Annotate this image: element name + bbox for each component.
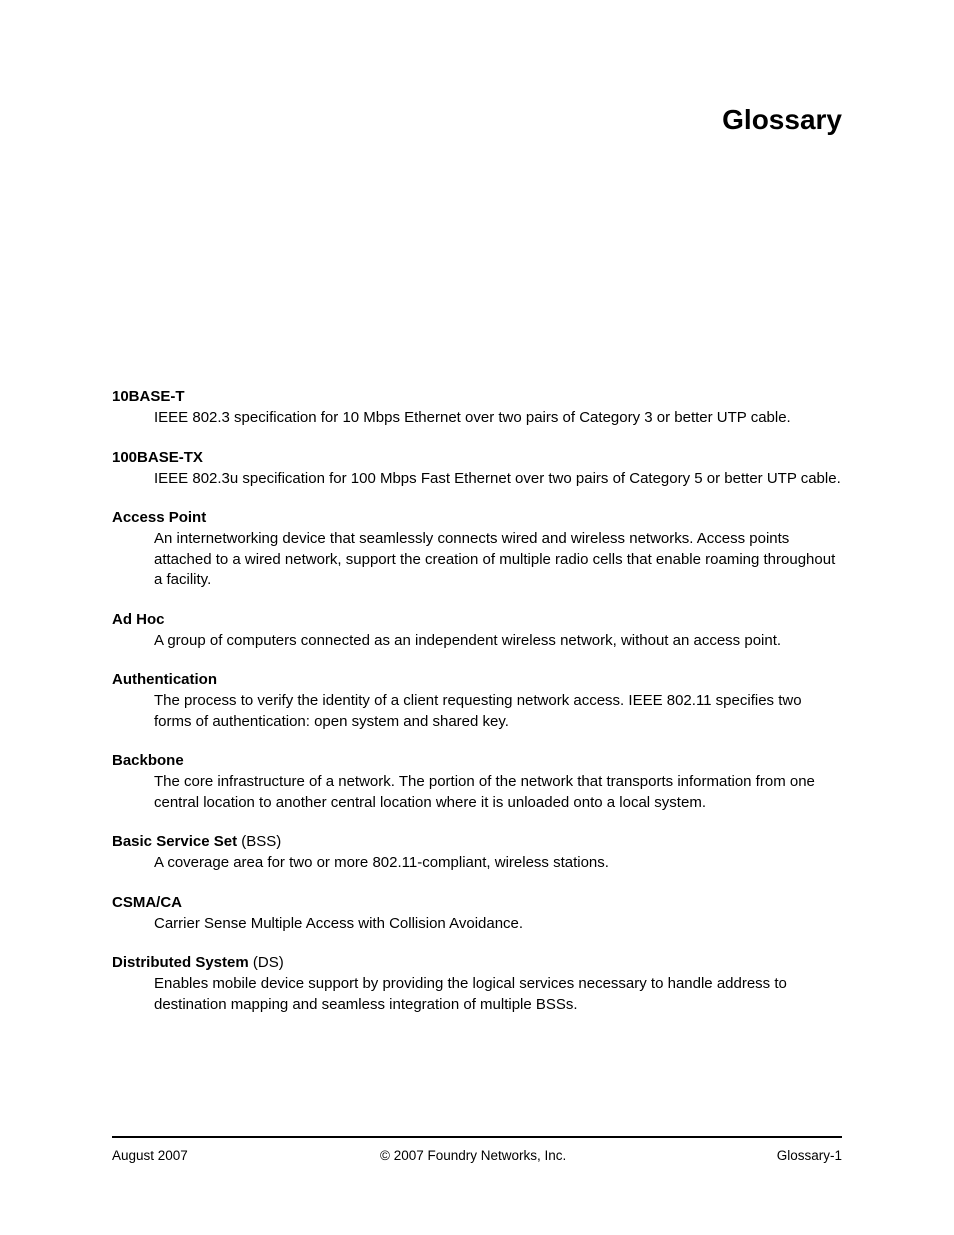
term-name: Authentication bbox=[112, 671, 217, 688]
term-name: CSMA/CA bbox=[112, 893, 182, 911]
term-definition: Carrier Sense Multiple Access with Collision Avoidance. bbox=[154, 914, 524, 932]
term-definition: IEEE 802.3 specification for 10 Mbps Ethernet over two pairs of Category 3 or better UTP cable. bbox=[154, 409, 791, 426]
glossary-entry bbox=[112, 669, 842, 732]
footer-copyright: © 2007 Foundry Networks, Inc. bbox=[380, 1148, 567, 1163]
term-name: Backbone bbox=[112, 752, 184, 769]
term-abbreviation: (DS) bbox=[252, 954, 284, 971]
glossary-entry bbox=[112, 609, 842, 652]
glossary-term bbox=[112, 892, 842, 914]
glossary-entry bbox=[112, 447, 842, 490]
glossary-term bbox=[112, 831, 842, 853]
term-name: Access Point bbox=[112, 509, 207, 526]
term-name: 100BASE-TX bbox=[112, 448, 203, 466]
term-definition: The process to verify the identity of a client requesting network access. IEEE 802.11 specifies two forms of authentication: open system and shared key. bbox=[154, 692, 802, 730]
term-name: 10BASE-T bbox=[112, 388, 185, 405]
glossary-term bbox=[112, 386, 842, 408]
glossary-entry bbox=[112, 507, 842, 591]
glossary-term bbox=[112, 750, 842, 772]
term-definition: IEEE 802.3u specification for 100 Mbps Fast Ethernet over two pairs of Category 5 or better UTP cable. bbox=[154, 469, 841, 487]
glossary-entry bbox=[112, 831, 842, 874]
glossary-term bbox=[112, 609, 842, 631]
glossary-term bbox=[112, 669, 842, 691]
page-title: Glossary bbox=[722, 104, 842, 135]
glossary-entry bbox=[112, 750, 842, 813]
term-abbreviation: (BSS) bbox=[241, 833, 282, 850]
glossary-term bbox=[112, 952, 842, 974]
term-definition: A coverage area for two or more 802.11-compliant, wireless stations. bbox=[154, 854, 609, 871]
glossary-entry bbox=[112, 386, 842, 429]
glossary-entry bbox=[112, 892, 842, 935]
glossary-term bbox=[112, 447, 842, 469]
term-name: Ad Hoc bbox=[112, 610, 165, 628]
term-definition: Enables mobile device support by providing the logical services necessary to handle address to destination mapping and seamless integration of multiple BSSs. bbox=[154, 975, 787, 1013]
term-definition: A group of computers connected as an independent wireless network, without an access point. bbox=[154, 631, 782, 649]
term-definition: An internetworking device that seamlessly connects wired and wireless networks. Access points attached to a wired network, support the creation of multiple radio cells that enable roaming throughout a facility. bbox=[154, 530, 836, 588]
footer-date: August 2007 bbox=[112, 1148, 188, 1163]
term-definition: The core infrastructure of a network. The portion of the network that transports information from one central location to another central location where it is unloaded onto a local system. bbox=[154, 773, 815, 811]
footer-page-number: Glossary-1 bbox=[776, 1148, 842, 1163]
glossary-list bbox=[112, 386, 842, 1033]
footer-divider bbox=[112, 1136, 842, 1138]
term-name: Basic Service Set bbox=[112, 833, 238, 850]
glossary-term bbox=[112, 507, 842, 529]
term-name: Distributed System bbox=[112, 954, 249, 971]
glossary-entry bbox=[112, 952, 842, 1015]
